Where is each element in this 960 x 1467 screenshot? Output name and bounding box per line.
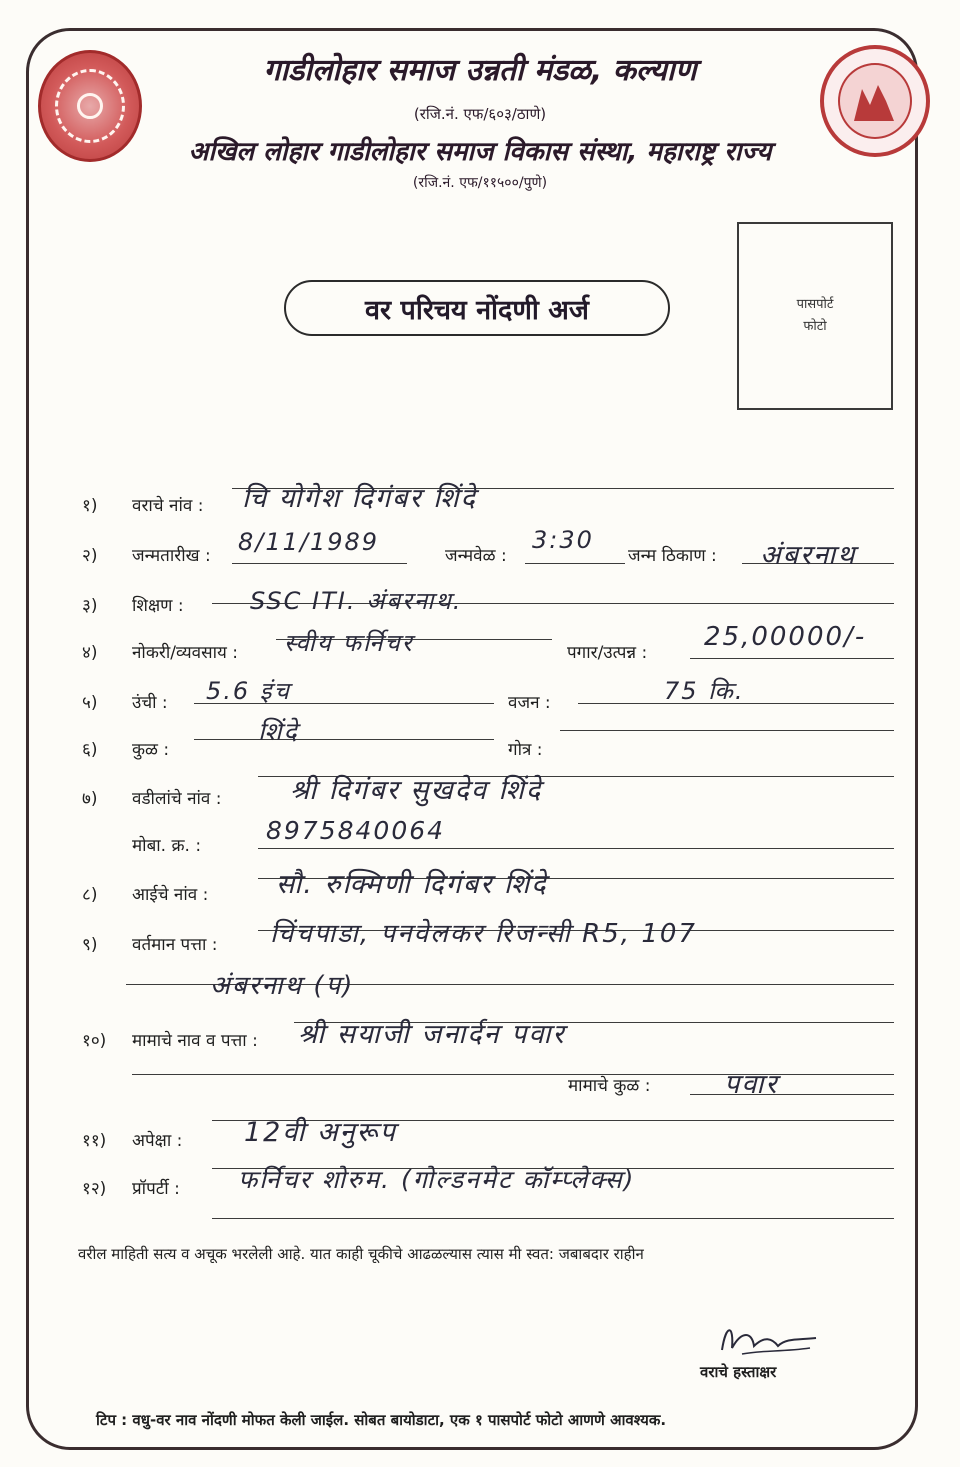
- birth-date-label: जन्मतारीख :: [132, 546, 211, 566]
- photo-box-label-1: पासपोर्ट: [796, 297, 834, 312]
- row-number: १०): [82, 1031, 107, 1051]
- org-name-primary: गाडीलोहार समाज उन्नती मंडळ, कल्याण: [263, 53, 697, 88]
- mother-name-label: आईचे नांव :: [132, 885, 209, 905]
- gotra-label: गोत्र :: [508, 740, 543, 760]
- maternal-clan-value[interactable]: पवार: [724, 1069, 779, 1100]
- maternal-uncle-value[interactable]: श्री सयाजी जनार्दन पवार: [298, 1019, 566, 1050]
- education-value[interactable]: SSC ITI. अंबरनाथ.: [250, 587, 463, 615]
- row-number: ४): [82, 643, 98, 663]
- org-name-secondary: अखिल लोहार गाडीलोहार समाज विकास संस्था, महाराष्ट्र राज्य: [188, 137, 772, 167]
- org-registration-primary: (रजि.नं. एफ/६०३/ठाणे): [413, 105, 547, 123]
- org-registration-secondary: (रजि.नं. एफ/११५००/पुणे): [412, 175, 548, 191]
- mobile-line: [258, 848, 894, 849]
- row-number: ९): [82, 935, 98, 955]
- expectation-value[interactable]: 12वी अनुरूप: [244, 1117, 397, 1148]
- signature-scribble: [712, 1320, 822, 1360]
- mother-name-value[interactable]: सौ. रुक्मिणी दिगंबर शिंदे: [276, 869, 548, 900]
- clan-value[interactable]: शिंदे: [258, 717, 299, 746]
- mobile-value[interactable]: 8975840064: [266, 816, 446, 845]
- maternal-clan-line: [690, 1094, 894, 1095]
- education-label: शिक्षण :: [132, 596, 184, 616]
- maternal-uncle-line-2: [132, 1074, 894, 1075]
- address-value-2[interactable]: अंबरनाथ (प): [210, 971, 355, 1001]
- clan-line: [194, 739, 494, 740]
- birth-date-line: [232, 563, 407, 564]
- wheel-hub-icon: [77, 93, 103, 119]
- gotra-line: [560, 730, 894, 731]
- row-number: ७): [82, 789, 98, 809]
- income-label: पगार/उत्पन्न :: [567, 643, 648, 663]
- row-number: ५): [82, 693, 98, 713]
- address-label: वर्तमान पत्ता :: [132, 935, 218, 955]
- property-line-2: [212, 1218, 894, 1219]
- mobile-label: मोबा. क्र. :: [132, 836, 202, 856]
- groom-name-label: वराचे नांव :: [132, 496, 204, 516]
- maternal-uncle-label: मामाचे नाव व पत्ता :: [132, 1031, 258, 1051]
- declaration-text: वरील माहिती सत्य व अचूक भरलेली आहे. यात काही चूकीचे आढळल्यास त्यास मी स्वत: जबाबदार राहीन: [78, 1245, 644, 1263]
- weight-value[interactable]: 75 कि.: [664, 677, 745, 705]
- row-number: ३): [82, 596, 98, 616]
- height-value[interactable]: 5.6 इंच: [206, 677, 291, 705]
- expectation-label: अपेक्षा :: [132, 1131, 183, 1151]
- birth-time-label: जन्मवेळ :: [445, 546, 507, 566]
- occupation-value[interactable]: स्वीय फर्निचर: [284, 629, 414, 657]
- property-label: प्रॉपर्टी :: [132, 1179, 180, 1199]
- birth-date-value[interactable]: 8/11/1989: [238, 528, 380, 556]
- birth-time-line: [525, 563, 625, 564]
- row-number: १२): [82, 1179, 107, 1199]
- groom-name-value[interactable]: चि योगेश दिगंबर शिंदे: [242, 483, 477, 514]
- property-value[interactable]: फर्निचर शोरुम. (गोल्डनमेट कॉम्प्लेक्स): [238, 1165, 636, 1194]
- signature-label: वराचे हस्ताक्षर: [700, 1363, 777, 1381]
- row-number: ८): [82, 885, 98, 905]
- birth-time-value[interactable]: 3:30: [532, 526, 594, 554]
- row-number: २): [82, 546, 98, 566]
- father-name-label: वडीलांचे नांव :: [132, 789, 222, 809]
- occupation-label: नोकरी/व्यवसाय :: [132, 643, 238, 663]
- row-number: ११): [82, 1131, 107, 1151]
- row-number: १): [82, 496, 98, 516]
- row-number: ६): [82, 740, 98, 760]
- clan-label: कुळ :: [132, 740, 170, 760]
- income-value[interactable]: 25,00000/-: [704, 622, 867, 652]
- height-label: उंची :: [132, 693, 168, 713]
- birth-place-value[interactable]: अंबरनाथ: [760, 540, 857, 571]
- form-title: वर परिचय नोंदणी अर्ज: [284, 280, 670, 336]
- weight-label: वजन :: [508, 693, 551, 713]
- father-name-value[interactable]: श्री दिगंबर सुखदेव शिंदे: [290, 775, 543, 806]
- maternal-clan-label: मामाचे कुळ :: [568, 1076, 651, 1096]
- address-value[interactable]: चिंचपाडा, पनवेलकर रिजन्सी R5, 107: [270, 919, 697, 949]
- photo-box-label-2: फोटो: [803, 319, 827, 334]
- passport-photo-box: [737, 222, 893, 410]
- footer-note: टिप : वधु-वर नाव नोंदणी मोफत केली जाईल. सोबत बायोडाटा, एक १ पासपोर्ट फोटो आणणे आवश्यक.: [96, 1411, 667, 1429]
- income-line: [690, 658, 894, 659]
- birth-place-label: जन्म ठिकाण :: [628, 546, 717, 566]
